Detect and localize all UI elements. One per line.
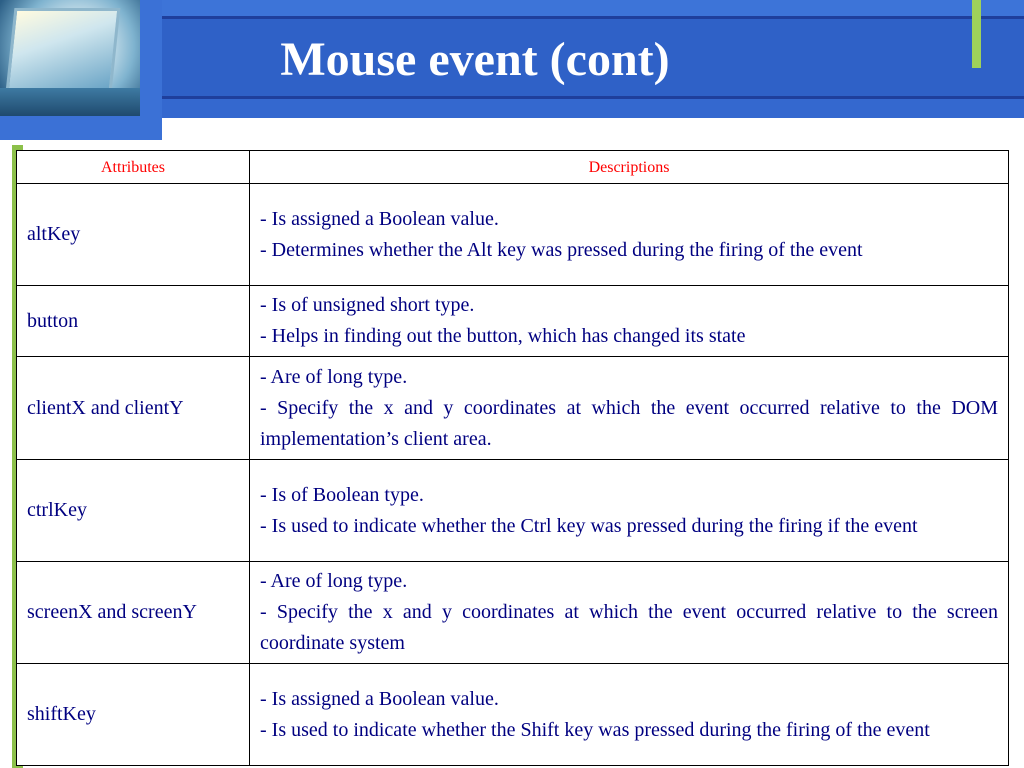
- table-header-row: [17, 151, 1009, 184]
- description-line: - Determines whether the Alt key was pressed during the firing of the event: [260, 238, 863, 261]
- description-line: - Are of long type.: [260, 365, 408, 388]
- green-accent-tab: [972, 0, 981, 68]
- description-cell: [250, 286, 1009, 357]
- description-line: - Is assigned a Boolean value.: [260, 687, 499, 710]
- description-line: - Helps in finding out the button, which has changed its state: [260, 325, 746, 347]
- description-cell: [250, 460, 1009, 562]
- left-margin: [0, 140, 12, 768]
- table-row: [17, 184, 1009, 286]
- description-line: - Are of long type.: [260, 570, 408, 592]
- attribute-cell: shiftKey: [17, 664, 250, 766]
- column-header-descriptions: Descriptions: [250, 151, 1009, 184]
- column-header-attributes: Attributes: [17, 151, 250, 184]
- attributes-table: [16, 150, 1009, 766]
- header-top-stripe: [160, 0, 1024, 16]
- description-cell: [250, 562, 1009, 664]
- description-line: - Specify the x and y coordinates at which the event occurred relative to the screen coordinate system: [260, 601, 998, 654]
- description-line: - Is assigned a Boolean value.: [260, 207, 499, 230]
- monitor-base: [0, 88, 140, 116]
- table-row: [17, 286, 1009, 357]
- table-row: [17, 357, 1009, 460]
- table-row: [17, 664, 1009, 766]
- attribute-cell: altKey: [17, 184, 250, 286]
- description-cell: [250, 664, 1009, 766]
- table-row: [17, 562, 1009, 664]
- header-bottom-band: [160, 99, 1024, 118]
- attribute-cell: ctrlKey: [17, 460, 250, 562]
- description-line: - Is used to indicate whether the Ctrl key was pressed during the firing if the event: [260, 514, 918, 537]
- attribute-cell: screenX and screenY: [17, 562, 250, 664]
- attribute-cell: clientX and clientY: [17, 357, 250, 460]
- attribute-cell: button: [17, 286, 250, 357]
- attributes-table-container: [16, 150, 1009, 766]
- description-line: - Is used to indicate whether the Shift key was pressed during the firing of the event: [260, 718, 930, 741]
- description-line: - Is of Boolean type.: [260, 483, 424, 506]
- monitor-screen: [6, 8, 121, 92]
- slide-title: Mouse event (cont): [280, 33, 670, 86]
- header-divider-top: [160, 16, 1024, 19]
- computer-monitor-image: [0, 0, 140, 116]
- description-line: - Specify the x and y coordinates at which the event occurred relative to the DOM implementation’s client area.: [260, 396, 998, 450]
- description-cell: [250, 184, 1009, 286]
- description-cell: [250, 357, 1009, 460]
- description-line: - Is of unsigned short type.: [260, 294, 475, 316]
- table-row: [17, 460, 1009, 562]
